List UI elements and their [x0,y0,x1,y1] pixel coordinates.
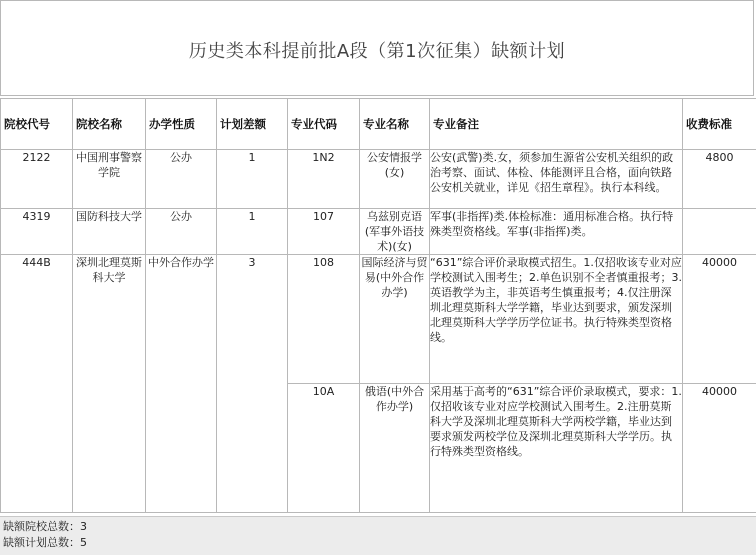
header-plan-gap: 计划差额 [217,99,288,150]
header-major-name: 专业名称 [360,99,430,150]
cell-major-name: 国际经济与贸易(中外合作办学) [360,255,430,384]
cell-major-name: 乌兹别克语(军事外语技术)(女) [360,209,430,255]
quota-table [0,98,756,513]
cell-plan-gap: 1 [217,209,288,255]
cell-major-note: 公安(武警)类.女，须参加生源省公安机关组织的政治考察、面试、体检、体能测评且合格，面向铁路公安机关就业，详见《招生章程》。执行本科线。 [430,150,683,209]
cell-major-note: 军事(非指挥)类.体检标准：通用标准合格。执行特殊类型资格线。军事(非指挥)类。 [430,209,683,255]
table-row [1,150,756,209]
cell-nature: 公办 [146,150,217,209]
cell-school-name: 国防科技大学 [73,209,146,255]
plan-total: 缺额计划总数：5 [3,536,87,549]
cell-fee [683,209,756,255]
header-nature: 办学性质 [146,99,217,150]
cell-fee: 4800 [683,150,756,209]
cell-major-name: 俄语(中外合作办学) [360,384,430,513]
cell-school-code: 444B [1,255,73,513]
summary-footer [0,516,756,555]
cell-major-code: 107 [288,209,360,255]
header-major-note: 专业备注 [430,99,683,150]
cell-major-code: 10A [288,384,360,513]
cell-school-name: 中国刑事警察学院 [73,150,146,209]
header-major-code: 专业代码 [288,99,360,150]
header-fee: 收费标准 [683,99,756,150]
cell-plan-gap: 3 [217,255,288,513]
cell-plan-gap: 1 [217,150,288,209]
cell-school-code: 2122 [1,150,73,209]
cell-fee: 40000 [683,255,756,384]
cell-fee: 40000 [683,384,756,513]
page-title: 历史类本科提前批A段（第1次征集）缺额计划 [188,41,566,62]
header-school-code: 院校代号 [1,99,73,150]
cell-school-name: 深圳北理莫斯科大学 [73,255,146,513]
cell-major-code: 108 [288,255,360,384]
cell-nature: 公办 [146,209,217,255]
table-row [1,209,756,255]
header-row [1,99,756,150]
title-box [0,0,754,96]
table-row [1,255,756,384]
cell-school-code: 4319 [1,209,73,255]
cell-nature: 中外合作办学 [146,255,217,513]
cell-major-name: 公安情报学(女) [360,150,430,209]
cell-major-code: 1N2 [288,150,360,209]
cell-major-note: 采用基于高考的“631”综合评价录取模式，要求：1.仅招收该专业对应学校测试入围考生。2.注册莫斯科大学及深圳北理莫斯科大学两校学籍，毕业达到要求颁发两校学位及深圳北理莫斯科大学学历。执行特殊类型资格线。 [430,384,683,513]
header-school-name: 院校名称 [73,99,146,150]
cell-major-note: “631”综合评价录取模式招生。1.仅招收该专业对应学校测试入围考生；2.单色识别不全者慎重报考；3.英语教学为主，非英语考生慎重报考；4.仅注册深圳北理莫斯科大学学籍，毕业达到要求，颁发深圳北理莫斯科大学学历学位证书。执行特殊类型资格线。 [430,255,683,384]
schools-total: 缺额院校总数：3 [3,520,87,533]
